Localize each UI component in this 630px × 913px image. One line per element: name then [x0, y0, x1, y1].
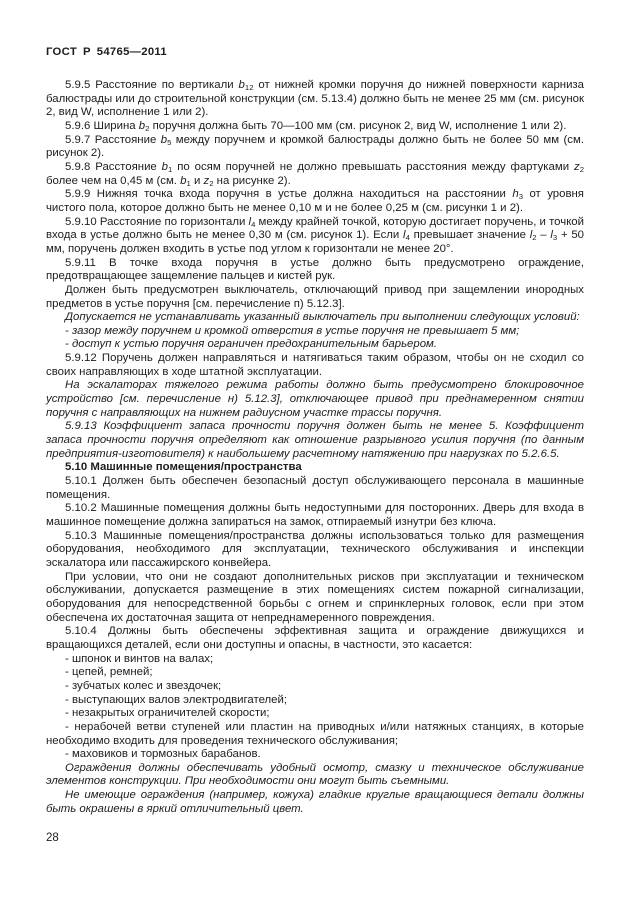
paragraph: 5.9.11 В точке входа поручня в устье должно быть предусмотрено ограждение, предотвращающее защемление пальцев и кистей рук.	[46, 256, 584, 283]
note-paragraph: 5.9.13 Коэффициент запаса прочности поручня должен быть не менее 5. Коэффициент запаса прочности поручня определяют как отношение разрывного усилия поручня (по данным предприятия-изготовителя) к наибольшему расчетному натяжению при нагрузках по 5.2.6.5.	[46, 420, 584, 460]
list-item: - зубчатых колес и звездочек;	[65, 679, 222, 692]
note-paragraph: Допускается не устанавливать указанный выключатель при выполнении следующих условий:	[65, 311, 580, 324]
document-body	[46, 79, 584, 816]
page-number: 28	[46, 832, 59, 844]
note-list-item: - доступ к устью поручня ограничен предохранительным барьером.	[65, 338, 438, 351]
section-heading: 5.10 Машинные помещения/пространства	[65, 461, 302, 474]
paragraph: 5.9.5 Расстояние по вертикали $b_{12}$ от нижней кромки поручня до нижней поверхности карниза балюстрады или до строительной конструкции (см. 5.13.4) должно быть не менее 25 мм (см. рисунок 2, вид W, исполнение 1 или 2).	[46, 79, 584, 119]
list-item: - нерабочей ветви ступеней или пластин на приводных и/или натяжных станциях, в которые необходимо входить для проведения технического обслуживания;	[46, 720, 584, 747]
paragraph: 5.9.9 Нижняя точка входа поручня в устье должна находиться на расстоянии $h_3$ от уровня чистого пола, которое должно быть не менее 0,10 м и не более 0,25 м (см. рисунки 1 и 2).	[46, 188, 584, 214]
paragraph: Должен быть предусмотрен выключатель, отключающий привод при защемлении инородных предметов в устье поручня [см. перечисление п) 5.12.3].	[46, 283, 584, 310]
note-paragraph: Не имеющие ограждения (например, кожуха) гладкие круглые вращающиеся детали должны быть окрашены в яркий отличительный цвет.	[46, 789, 584, 815]
paragraph: 5.9.12 Поручень должен направляться и натягиваться таким образом, чтобы он не сходил со своих направляющих в ходе штатной эксплуатации.	[46, 352, 584, 378]
paragraph: 5.9.8 Расстояние $b_1$ по осям поручней не должно превышать расстояния между фартуками $z_2$ более чем на 0,45 м (см. $b_1$ и $z_2$ на рисунке 2).	[46, 160, 584, 188]
list-item: - шпонок и винтов на валах;	[65, 652, 214, 665]
document-header: ГОСТ Р 54765—2011	[46, 46, 167, 58]
paragraph: 5.10.4 Должны быть обеспечены эффективная защита и ограждение движущихся и вращающихся деталей, если они доступны и опасны, в частности, это касается:	[46, 625, 584, 651]
list-item: - незакрытых ограничителей скорости;	[65, 707, 270, 720]
paragraph: 5.10.3 Машинные помещения/пространства должны использоваться только для размещения оборудования, необходимого для эксплуатации, технического обслуживания и инспекции эскалатора или пассажирского конвейера.	[46, 529, 584, 569]
note-paragraph: Ограждения должны обеспечивать удобный осмотр, смазку и техническое обслуживание элементов конструкции. При необходимости они могут быть съемными.	[46, 761, 584, 788]
paragraph: 5.9.7 Расстояние $b_5$ между поручнем и кромкой балюстрады должно быть не более 50 мм (см. рисунок 2).	[46, 133, 584, 160]
paragraph: При условии, что они не создают дополнительных рисков при эксплуатации и техническом обслуживании, допускается размещение в этих помещениях систем пожарной сигнализации, оборудования для непосредственной борьбы с огнем и спринклерных головок, если при этом обеспечена их достаточная защита от непреднамеренного повреждения.	[46, 570, 584, 624]
note-list-item: - зазор между поручнем и кромкой отверстия в устье поручня не превышает 5 мм;	[65, 324, 520, 337]
note-paragraph: На эскалаторах тяжелого режима работы должно быть предусмотрено блокировочное устройство [см. перечисление н) 5.12.3], отключающее привод при преднамеренном снятии поручня с направляющих на нижнем радиусном участке трассы поручня.	[46, 379, 584, 419]
list-item: - выступающих валов электродвигателей;	[65, 693, 288, 706]
paragraph: 5.10.2 Машинные помещения должны быть недоступными для посторонних. Дверь для входа в машинное помещение должна запираться на замок, отпираемый изнутри без ключа.	[46, 502, 584, 528]
paragraph: 5.9.10 Расстояние по горизонтали $l_4$ между крайней точкой, которую достигает поручень, и точкой входа в устье должно быть не менее 0,30 м (см. рисунок 1). Если $l_4$ превышает значение $l_2 - l_3 + 50$ мм, поручень должен входить в устье под углом к горизонтали не менее 20°.	[46, 215, 585, 255]
paragraph: 5.9.6 Ширина $b_2$ поручня должна быть 70—100 мм (см. рисунок 2, вид W, исполнение 1 или 2).	[65, 119, 567, 134]
paragraph: 5.10.1 Должен быть обеспечен безопасный доступ обслуживающего персонала в машинные помещения.	[46, 475, 584, 501]
list-item: - маховиков и тормозных барабанов.	[65, 748, 261, 761]
list-item: - цепей, ремней;	[65, 666, 153, 679]
